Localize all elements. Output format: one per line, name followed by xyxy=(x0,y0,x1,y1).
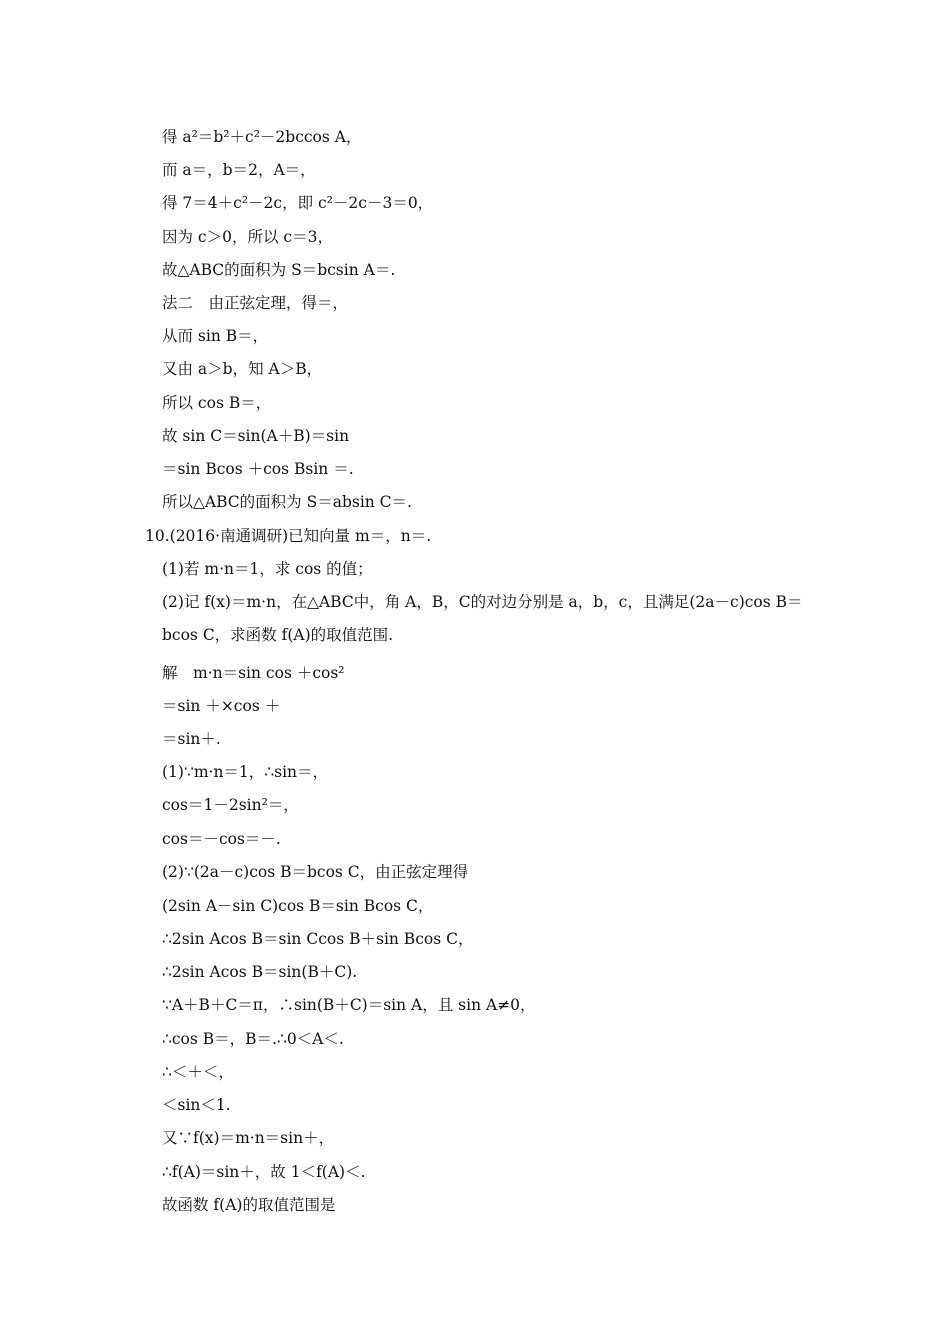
text-line: ∵A＋B＋C＝π，∴sin(B＋C)＝sin A，且 sin A≠0， xyxy=(162,996,536,1014)
text-line: 得 7＝4＋c²－2c，即 c²－2c－3＝0， xyxy=(162,194,434,212)
text-line: ∴2sin Acos B＝sin Ccos B＋sin Bcos C， xyxy=(162,930,474,948)
text-line: ∴2sin Acos B＝sin(B＋C). xyxy=(162,963,358,981)
text-line: (2)∵(2a－c)cos B＝bcos C，由正弦定理得 xyxy=(162,863,469,881)
question-10-heading: 10.(2016·南通调研)已知向量 m＝，n＝. xyxy=(145,527,432,545)
text-line: ∴cos B＝，B＝.∴0＜A＜. xyxy=(162,1030,344,1048)
text-line: 又∵f(x)＝m·n＝sin＋， xyxy=(162,1129,335,1147)
text-line: 故 sin C＝sin(A＋B)＝sin xyxy=(162,427,350,445)
text-line: 得 a²＝b²＋c²－2bccos A， xyxy=(162,128,362,146)
text-line: ＜sin＜1. xyxy=(162,1096,231,1114)
question-part-1: (1)若 m·n＝1，求 cos 的值； xyxy=(162,560,373,578)
text-line: 故△ABC的面积为 S＝bcsin A＝. xyxy=(162,261,396,279)
text-line: 因为 c＞0，所以 c＝3， xyxy=(162,228,333,246)
text-line: ＝sin ＋×cos ＋ xyxy=(162,697,281,715)
method-two-heading: 法二 由正弦定理，得＝， xyxy=(162,294,349,312)
text-line: ＝sin Bcos ＋cos Bsin ＝. xyxy=(162,460,354,478)
text-line: ∴f(A)＝sin＋，故 1＜f(A)＜. xyxy=(162,1163,366,1181)
text-line: cos＝1－2sin²＝， xyxy=(162,796,299,814)
text-line: (2sin A－sin C)cos B＝sin Bcos C， xyxy=(162,897,434,915)
text-line: 所以△ABC的面积为 S＝absin C＝. xyxy=(162,493,412,511)
text-line: 故函数 f(A)的取值范围是 xyxy=(162,1196,336,1214)
text-line: 而 a＝，b＝2，A＝， xyxy=(162,161,316,179)
text-line: ∴＜＋＜， xyxy=(162,1063,234,1081)
text-line: 从而 sin B＝， xyxy=(162,327,269,345)
text-line: ＝sin＋. xyxy=(162,730,221,748)
text-line: (1)∵m·n＝1，∴sin＝， xyxy=(162,763,329,781)
question-part-2: (2)记 f(x)＝m·n，在△ABC中，角 A，B，C的对边分别是 a，b，c，且满足(2a－c)cos B＝ xyxy=(162,593,803,611)
question-part-2-continued: bcos C，求函数 f(A)的取值范围. xyxy=(162,626,394,644)
solution-heading: 解 m·n＝sin cos ＋cos² xyxy=(162,664,345,682)
text-line: 所以 cos B＝， xyxy=(162,394,272,412)
text-line: cos＝－cos＝－. xyxy=(162,830,281,848)
text-line: 又由 a＞b，知 A＞B， xyxy=(162,360,323,378)
